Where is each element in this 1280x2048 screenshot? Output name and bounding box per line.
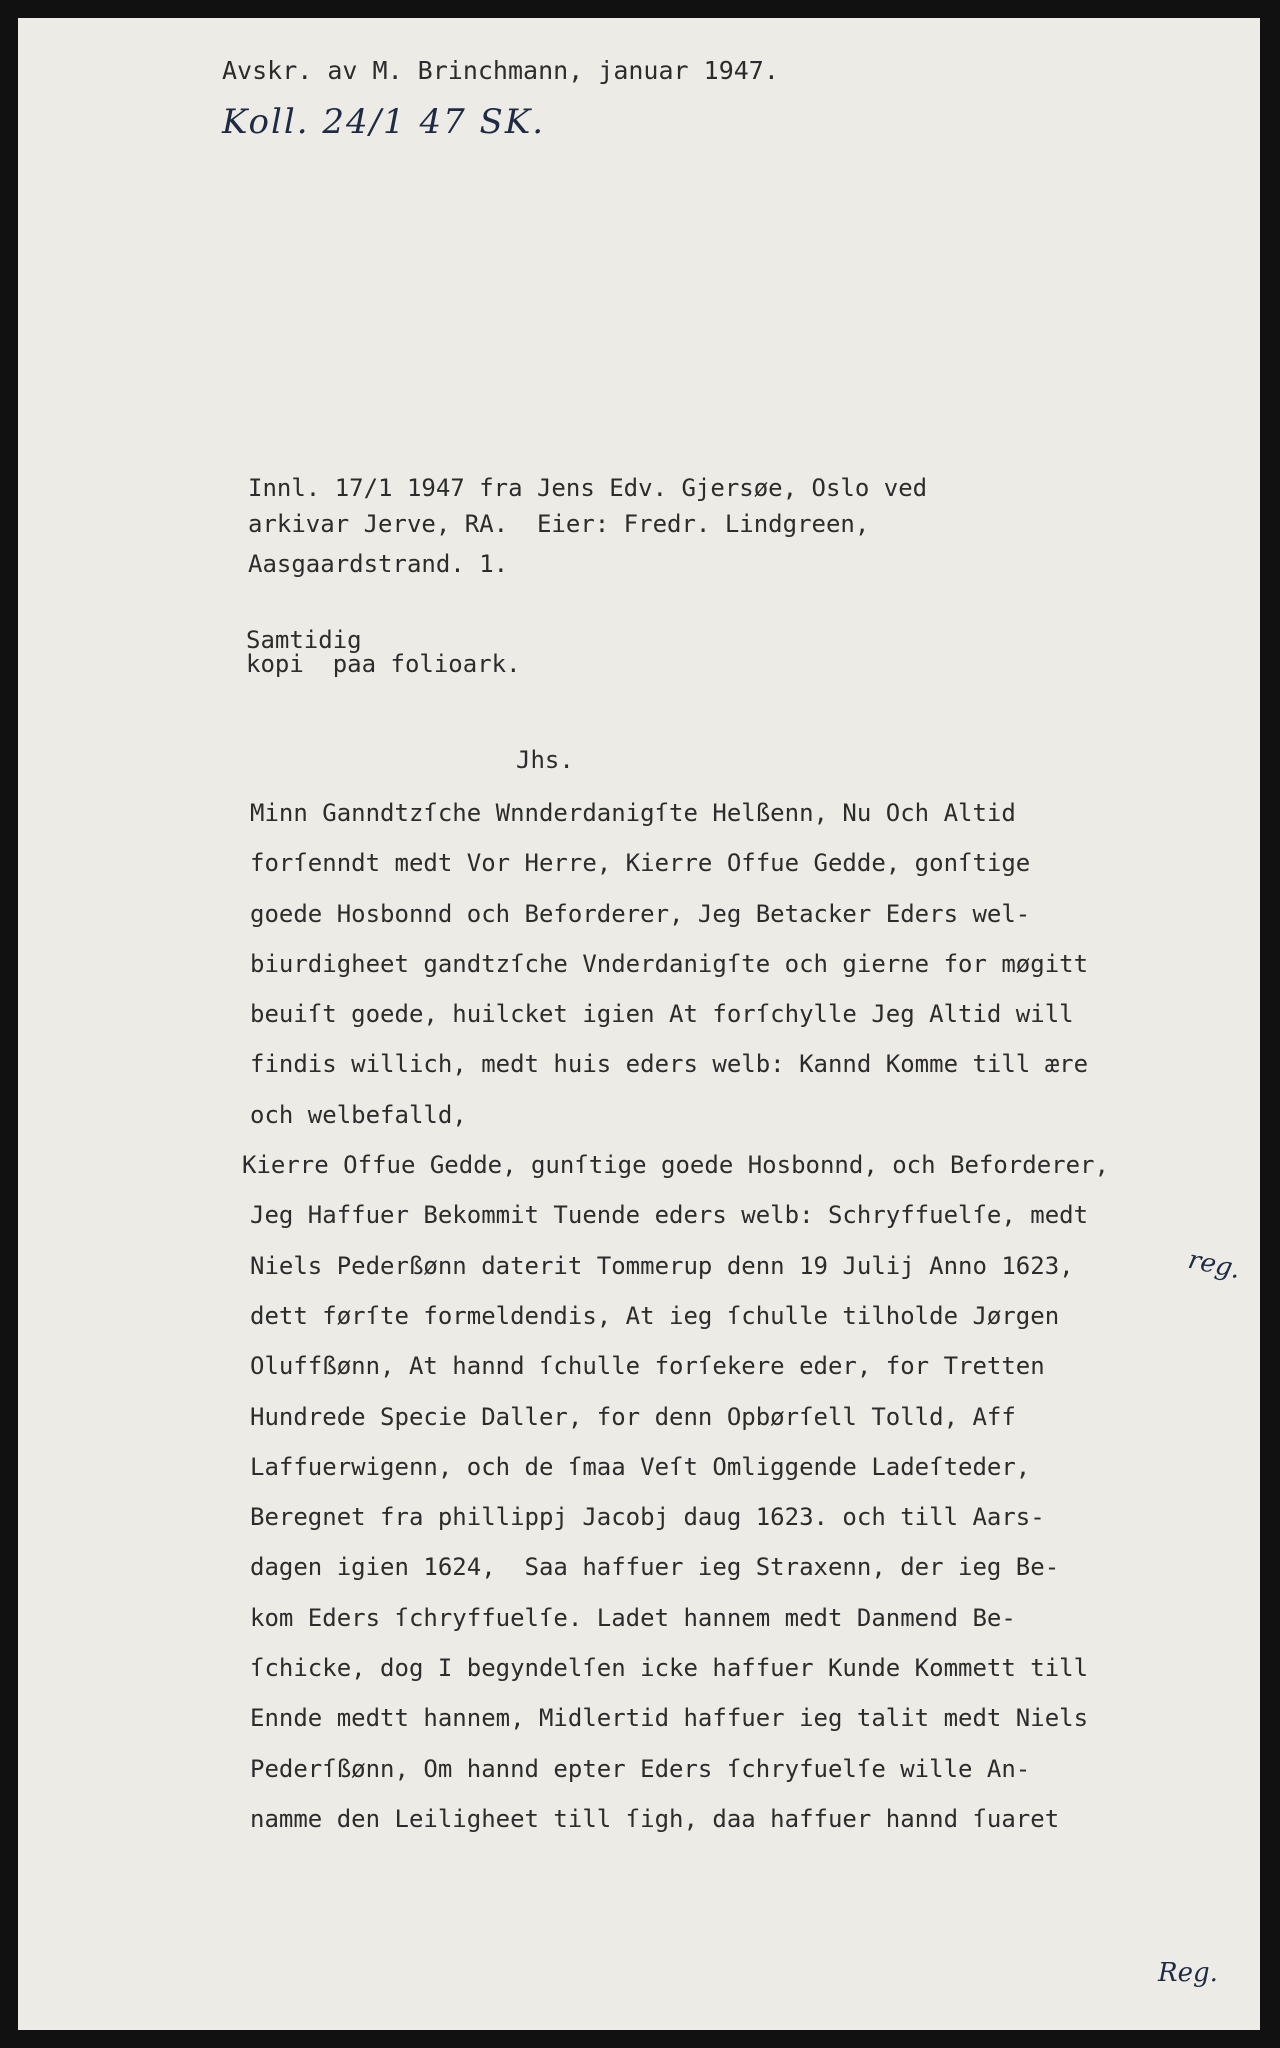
- source-line-1: Innl. 17/1 1947 fra Jens Edv. Gjersøe, Oslo ved: [248, 474, 928, 502]
- letter-line: Niels Pederßønn daterit Tommerup denn 19 Julij Anno 1623,: [250, 1251, 1074, 1280]
- margin-note-reg-bottom: Reg.: [1158, 1958, 1218, 1988]
- letter-heading: Jhs.: [516, 746, 574, 774]
- letter-line: kom Eders ſchryffuelſe. Ladet hannem medt Danmend Be-: [250, 1603, 1016, 1632]
- letter-line: namme den Leiligheet till ſigh, daa haffuer hannd ſuaret: [250, 1804, 1060, 1833]
- letter-line: ſchicke, dog I begyndelſen icke haffuer Kunde Kommett till: [250, 1654, 1089, 1683]
- letter-line: Jeg Haffuer Bekommit Tuende eders welb: Schryffuelſe, medt: [250, 1201, 1089, 1230]
- letter-line: Kierre Offue Gedde, gunſtige goede Hosbonnd, och Beforderer,: [242, 1151, 1109, 1180]
- letter-line: biurdigheet gandtzſche Vnderdanigſte och gierne for møgitt: [250, 949, 1089, 978]
- letter-line: Ennde medtt hannem, Midlertid haffuer ieg talit medt Niels: [250, 1704, 1089, 1733]
- letter-line: Oluffßønn, At hannd ſchulle forſekere eder, for Tretten: [250, 1352, 1045, 1381]
- letter-line: och welbefalld,: [250, 1100, 467, 1129]
- letter-line: Laffuerwigenn, och de ſmaa Veſt Omliggende Ladeſteder,: [250, 1452, 1031, 1481]
- transcription-note: Avskr. av M. Brinchmann, januar 1947.: [222, 56, 779, 85]
- letter-line: dagen igien 1624, Saa haffuer ieg Straxenn, der ieg Be-: [250, 1553, 1060, 1582]
- description-line-2: kopi paa folioark.: [246, 650, 521, 678]
- letter-line: Pederſßønn, Om hannd epter Eders ſchryfuelſe wille An-: [250, 1754, 1031, 1783]
- letter-line: Hundrede Specie Daller, for denn Opbørſell Tolld, Aff: [250, 1402, 1016, 1431]
- letter-line: forſenndt medt Vor Herre, Kierre Offue Gedde, gonſtige: [250, 849, 1031, 878]
- letter-line: Minn Ganndtzſche Wnnderdanigſte Helßenn, Nu Och Altid: [250, 799, 1016, 827]
- letter-line: findis willich, medt huis eders welb: Kannd Komme till ære: [250, 1050, 1089, 1079]
- document-page: [18, 18, 1260, 2030]
- letter-line: goede Hosbonnd och Beforderer, Jeg Betacker Eders wel-: [250, 899, 1031, 928]
- letter-line: Beregnet fra phillippj Jacobj daug 1623. och till Aars-: [250, 1503, 1045, 1532]
- letter-line: dett førſte formeldendis, At ieg ſchulle tilholde Jørgen: [250, 1301, 1060, 1330]
- letter-line: beuiſt goede, huilcket igien At forſchylle Jeg Altid will: [250, 1000, 1074, 1029]
- source-line-2: arkivar Jerve, RA. Eier: Fredr. Lindgreen,: [248, 510, 870, 538]
- margin-note-reg: reg.: [1185, 1244, 1244, 1286]
- source-line-3: Aasgaardstrand. 1.: [248, 550, 509, 578]
- letter-body: [242, 788, 1210, 1844]
- collation-note-handwritten: Koll. 24/1 47 SK.: [222, 102, 546, 142]
- description-line-1: Samtidig: [246, 626, 362, 654]
